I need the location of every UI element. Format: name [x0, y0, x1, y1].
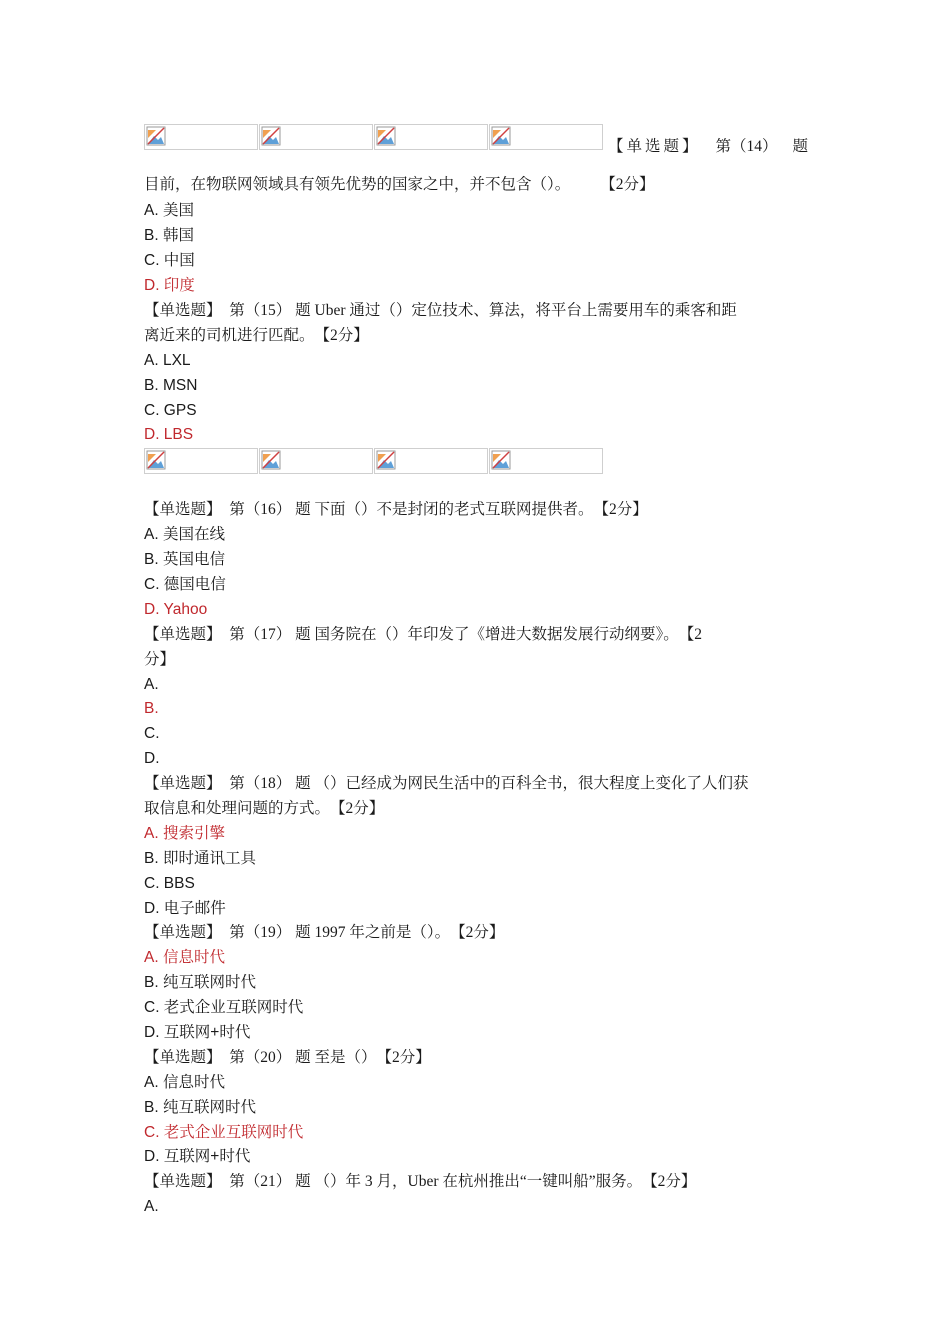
image-placeholder	[259, 124, 373, 150]
image-placeholder	[144, 448, 258, 474]
question-number: 第（14）	[715, 138, 778, 155]
image-placeholder	[374, 124, 488, 150]
option-d: D. 互联网+时代	[144, 1148, 251, 1165]
option-b: B. 纯互联网时代	[144, 1099, 256, 1116]
question-text: 目前，在物联网领域具有领先优势的国家之中，并不包含（）。	[144, 176, 571, 193]
image-placeholder	[489, 124, 603, 150]
question-21-line-1: 【单选题】 第（21） 题 （）年 3 月，Uber 在杭州推出“一键叫船”服务。 【2分】	[144, 1173, 697, 1190]
option-c: C.	[144, 725, 160, 742]
broken-image-icon	[491, 126, 511, 146]
question-19-line-1: 【单选题】 第（19） 题 1997 年之前是（）。 【2分】	[144, 924, 505, 941]
question-ti: 题	[792, 138, 808, 155]
option-a: A. LXL	[144, 352, 191, 369]
image-placeholder	[144, 124, 258, 150]
question-score: 【2分】	[600, 176, 655, 193]
option-b: B. 韩国	[144, 227, 194, 244]
option-b: B. MSN	[144, 377, 198, 394]
option-b: B. 英国电信	[144, 551, 225, 568]
option-d: D. 互联网+时代	[144, 1024, 251, 1041]
broken-image-icon	[146, 126, 166, 146]
option-a: A. 信息时代	[144, 1074, 225, 1091]
question-14-header	[608, 134, 808, 159]
broken-image-icon	[261, 450, 281, 470]
option-a: A.	[144, 676, 159, 693]
question-17-line-2: 分】	[144, 651, 176, 668]
image-placeholder-row	[144, 448, 604, 476]
option-c: C. GPS	[144, 402, 197, 419]
option-b: B. 纯互联网时代	[144, 974, 256, 991]
broken-image-icon	[376, 450, 396, 470]
option-c: C. 老式企业互联网时代	[144, 999, 304, 1016]
option-a: A. 美国在线	[144, 526, 225, 543]
broken-image-icon	[146, 450, 166, 470]
option-a: A. 美国	[144, 202, 194, 219]
question-type-tag: 【单选题】	[608, 138, 701, 155]
image-placeholder	[489, 448, 603, 474]
question-16-line-1: 【单选题】 第（16） 题 下面（）不是封闭的老式互联网提供者。 【2分】	[144, 501, 648, 518]
broken-image-icon	[261, 126, 281, 146]
option-a-answer: A. 信息时代	[144, 949, 225, 966]
image-placeholder	[259, 448, 373, 474]
option-d-answer: D. Yahoo	[144, 601, 208, 618]
question-18-line-1: 【单选题】 第（18） 题 （）已经成为网民生活中的百科全书，很大程度上变化了人们获	[144, 775, 749, 792]
option-b-answer: B.	[144, 700, 159, 717]
option-c: C. 中国	[144, 252, 195, 269]
option-a-answer: A. 搜索引擎	[144, 825, 225, 842]
question-17-line-1: 【单选题】 第（17） 题 国务院在（）年印发了《增进大数据发展行动纲要》。 【2	[144, 626, 703, 643]
question-15-line-1: 【单选题】 第（15） 题 Uber 通过（）定位技术、算法，将平台上需要用车的乘客和距	[144, 302, 737, 319]
option-a: A.	[144, 1198, 159, 1215]
option-c: C. BBS	[144, 875, 195, 892]
option-d: D. 电子邮件	[144, 900, 226, 917]
question-15-line-2: 离近来的司机进行匹配。 【2分】	[144, 327, 369, 344]
question-18-line-2: 取信息和处理问题的方式。 【2分】	[144, 800, 385, 817]
image-placeholder-row	[144, 124, 604, 152]
broken-image-icon	[376, 126, 396, 146]
broken-image-icon	[491, 450, 511, 470]
question-14-text-row	[144, 172, 655, 197]
option-b: B. 即时通讯工具	[144, 850, 256, 867]
image-placeholder	[374, 448, 488, 474]
option-d: D.	[144, 750, 160, 767]
option-d-answer: D. LBS	[144, 426, 194, 443]
option-c-answer: C. 老式企业互联网时代	[144, 1124, 304, 1141]
option-d-answer: D. 印度	[144, 277, 195, 294]
question-20-line-1: 【单选题】 第（20） 题 至是（） 【2分】	[144, 1049, 431, 1066]
option-c: C. 德国电信	[144, 576, 226, 593]
